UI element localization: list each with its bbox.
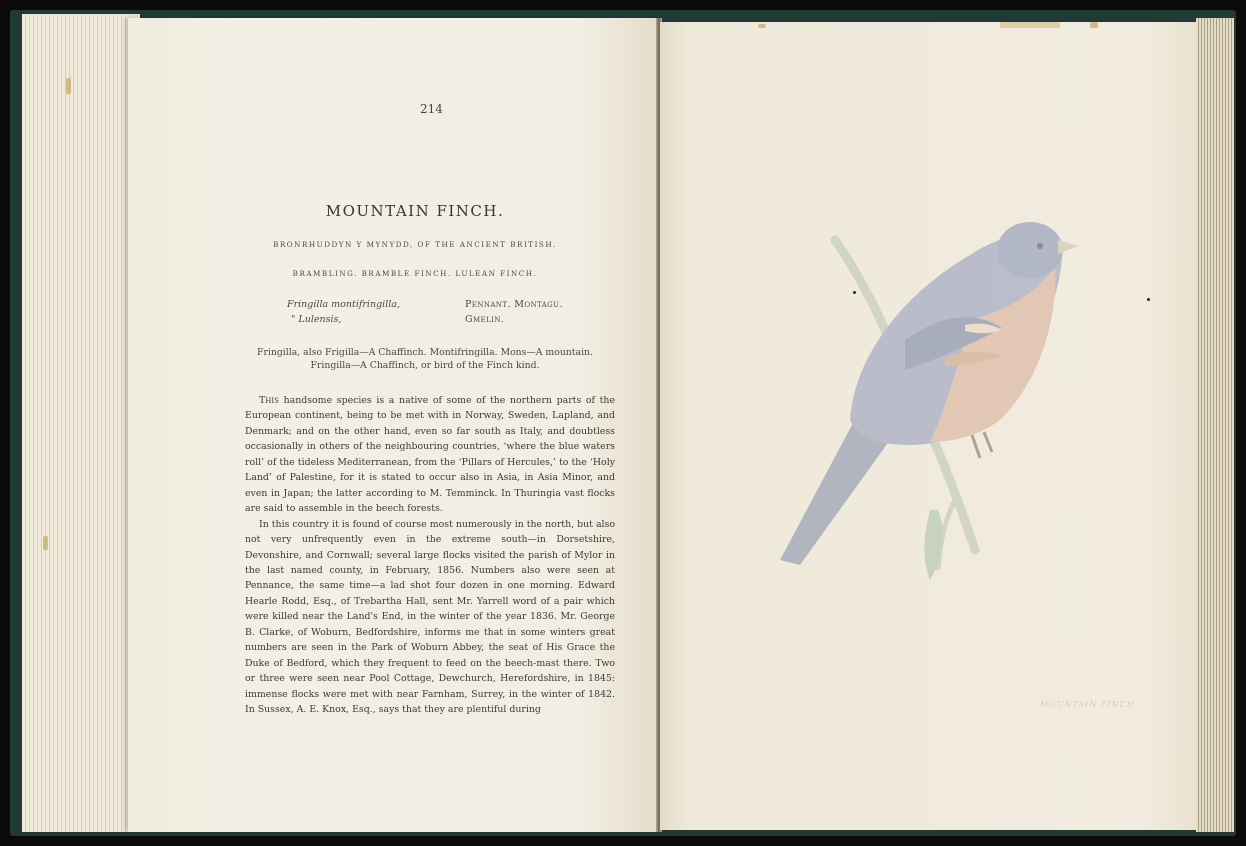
paragraph: [245, 393, 615, 517]
bird-beak-shape: [1058, 240, 1078, 254]
paragraph: In this country it is found of course most numerously in the north, but also not very unfrequently even in the extreme south—in Dorsetshire, Devonshire, and Cornwall; several large flocks visited the parish of Mylor in the last named county, in February, 1856. Numbers also were seen at Pennance, the same time—a lad shot four dozen in one morning. Edward Hearle Rodd, Esq., of Trebartha Hall, sent Mr. Yarrell word of a pair which were killed near the Land's End, in the winter of the year 1836. Mr. George B. Clarke, of Woburn, Bedfordshire, informs me that in some winters great numbers are seen in the Park of Woburn Abbey, the seat of His Grace the Duke of Bedford, which they frequent to feed on the beech-mast there. Two or three were seen near Pool Cottage, Dewchurch, Herefordshire, in 1845: immense flocks were met with near Farnham, Surrey, in the winter of 1842. In Sussex, A. E. Knox, Esq., says that they are plentiful during: [245, 518, 615, 716]
foxing-stain: [43, 536, 48, 550]
foxing-stain: [758, 24, 766, 28]
bird-feet-shape: [972, 432, 992, 458]
foxing-stain: [66, 78, 71, 94]
synonym-authority: Pennant. Montagu.: [465, 299, 563, 310]
foxing-stain: [1090, 22, 1098, 28]
page-edges-left: [22, 14, 140, 832]
page-title: MOUNTAIN FINCH.: [325, 202, 505, 220]
paragraph-text: handsome species is a native of some of the northern parts of the European continent, being to be met with in Norway, Sweden, Lapland, and Denmark; and on the other hand, even so far south as Italy, and doubtless occasionally in others of the neighbouring countries, ‘where the blue waters roll’ of the tideless Mediterranean, from the ‘Pillars of Hercules,’ to the ‘Holy Land’ of Palestine, for it is stated to occur also in Asia, in Asia Minor, and even in Japan; the latter according to M. Temminck. In Thuringia vast flocks are said to assemble in the beech forests.: [245, 395, 615, 515]
speck: [1147, 298, 1150, 301]
etymology-line: Fringilla, also Frigilla—A Chaffinch. Montifringilla. Mons—A mountain.: [257, 347, 593, 358]
synonym-name: " Lulensis,: [291, 314, 342, 325]
welsh-name: BRONRHUDDYN Y MYNYDD, OF THE ANCIENT BRITISH.: [273, 240, 557, 249]
bird-plate-illustration: [740, 210, 1100, 610]
drop-lead: This: [259, 395, 279, 406]
body-text: [245, 393, 615, 718]
plate-caption: MOUNTAIN FINCH: [1040, 700, 1135, 709]
common-names: BRAMBLING. BRAMBLE FINCH. LULEAN FINCH.: [292, 269, 538, 278]
bird-head-shape: [997, 222, 1063, 278]
page-number: 214: [420, 102, 443, 116]
synonym-name: Fringilla montifringilla,: [287, 299, 400, 310]
bird-eye-shape: [1037, 243, 1043, 249]
page-edges-right: [1196, 18, 1234, 832]
etymology-line: Fringilla—A Chaffinch, or bird of the Finch kind.: [310, 360, 540, 371]
synonym-authority: Gmelin.: [465, 314, 505, 325]
foxing-stain: [1000, 22, 1060, 28]
